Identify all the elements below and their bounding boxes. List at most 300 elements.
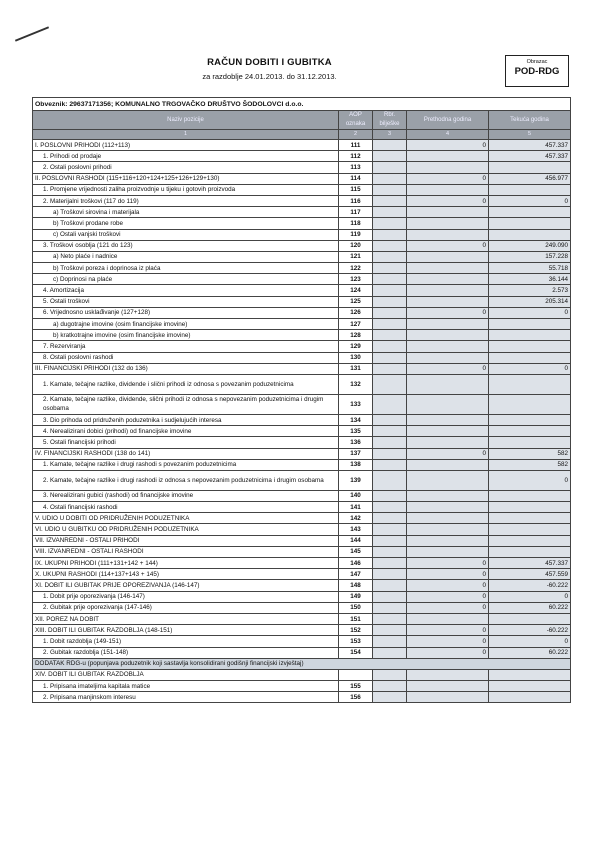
table-row <box>33 636 571 647</box>
row-rbr <box>373 580 407 591</box>
row-aop: 152 <box>339 625 373 636</box>
row-name: 2. Pripisana manjinskom interesu <box>33 692 339 703</box>
row-aop: 150 <box>339 602 373 613</box>
row-prev <box>407 470 489 490</box>
table-row <box>33 569 571 580</box>
row-aop: 124 <box>339 285 373 296</box>
row-prev: 0 <box>407 636 489 647</box>
row-rbr <box>373 636 407 647</box>
document-title: RAČUN DOBITI I GUBITKA <box>207 57 332 68</box>
row-name: 1. Pripisana imateljima kapitala matice <box>33 681 339 692</box>
row-prev: 0 <box>407 173 489 184</box>
row-aop: 140 <box>339 490 373 501</box>
row-aop: 143 <box>339 524 373 535</box>
row-curr <box>489 437 571 448</box>
row-aop: 156 <box>339 692 373 703</box>
row-aop: 148 <box>339 580 373 591</box>
row-curr <box>489 330 571 341</box>
row-curr: 457.337 <box>489 558 571 569</box>
row-rbr <box>373 173 407 184</box>
table-row <box>33 307 571 318</box>
table-row <box>33 647 571 658</box>
table-row <box>33 513 571 524</box>
row-aop: 120 <box>339 240 373 251</box>
row-rbr <box>373 229 407 240</box>
row-curr: 457.337 <box>489 140 571 151</box>
col-number-3: 3 <box>373 130 407 140</box>
row-rbr <box>373 184 407 195</box>
table-row <box>33 173 571 184</box>
table-row <box>33 263 571 274</box>
row-name: 2. Ostali poslovni prihodi <box>33 162 339 173</box>
row-curr: 582 <box>489 459 571 470</box>
row-curr <box>489 524 571 535</box>
row-name: 4. Amortizacija <box>33 285 339 296</box>
row-prev: 0 <box>407 580 489 591</box>
row-rbr <box>373 319 407 330</box>
row-curr <box>489 513 571 524</box>
row-prev <box>407 218 489 229</box>
row-curr <box>489 374 571 394</box>
table-row <box>33 229 571 240</box>
row-aop <box>339 669 373 680</box>
row-prev <box>407 535 489 546</box>
row-rbr <box>373 535 407 546</box>
row-rbr <box>373 426 407 437</box>
row-curr: -60.222 <box>489 625 571 636</box>
row-name: VII. IZVANREDNI - OSTALI PRIHODI <box>33 535 339 546</box>
row-prev <box>407 681 489 692</box>
row-name: XI. DOBIT ILI GUBITAK PRIJE OPOREZIVANJA (146-147) <box>33 580 339 591</box>
row-aop: 141 <box>339 502 373 513</box>
row-curr: 0 <box>489 470 571 490</box>
row-prev <box>407 524 489 535</box>
row-prev <box>407 459 489 470</box>
row-curr <box>489 669 571 680</box>
row-prev <box>407 151 489 162</box>
row-prev <box>407 229 489 240</box>
row-rbr <box>373 448 407 459</box>
row-curr: -60.222 <box>489 580 571 591</box>
row-rbr <box>373 669 407 680</box>
row-aop: 128 <box>339 330 373 341</box>
table-row <box>33 207 571 218</box>
row-name: 3. Troškovi osoblja (121 do 123) <box>33 240 339 251</box>
table-row <box>33 374 571 394</box>
row-curr <box>489 184 571 195</box>
row-curr <box>489 502 571 513</box>
row-name: 2. Materijalni troškovi (117 do 119) <box>33 195 339 206</box>
table-row <box>33 195 571 206</box>
table-row <box>33 251 571 262</box>
row-rbr <box>373 524 407 535</box>
row-name: 1. Dobit razdoblja (149-151) <box>33 636 339 647</box>
row-rbr <box>373 681 407 692</box>
row-curr <box>489 319 571 330</box>
row-name: XIII. DOBIT ILI GUBITAK RAZDOBLJA (148-151) <box>33 625 339 636</box>
row-rbr <box>373 625 407 636</box>
row-rbr <box>373 502 407 513</box>
row-rbr <box>373 602 407 613</box>
row-name: 8. Ostali poslovni rashodi <box>33 352 339 363</box>
table-row <box>33 692 571 703</box>
table-row <box>33 140 571 151</box>
row-aop: 142 <box>339 513 373 524</box>
row-prev <box>407 394 489 414</box>
row-curr: 0 <box>489 307 571 318</box>
row-curr: 205.314 <box>489 296 571 307</box>
row-curr <box>489 207 571 218</box>
row-rbr <box>373 285 407 296</box>
row-name: X. UKUPNI RASHODI (114+137+143 + 145) <box>33 569 339 580</box>
row-prev <box>407 274 489 285</box>
table-row <box>33 218 571 229</box>
table-row <box>33 524 571 535</box>
row-curr: 36.144 <box>489 274 571 285</box>
row-curr: 457.337 <box>489 151 571 162</box>
row-name: VIII. IZVANREDNI - OSTALI RASHODI <box>33 546 339 557</box>
table-row <box>33 535 571 546</box>
row-rbr <box>373 207 407 218</box>
row-curr <box>489 613 571 624</box>
row-prev <box>407 207 489 218</box>
row-aop: 133 <box>339 394 373 414</box>
row-curr <box>489 394 571 414</box>
row-rbr <box>373 437 407 448</box>
table-row <box>33 448 571 459</box>
row-prev <box>407 490 489 501</box>
row-rbr <box>373 195 407 206</box>
row-name: 5. Ostali financijski prihodi <box>33 437 339 448</box>
row-name: b) Troškovi poreza i doprinosa iz plaća <box>33 263 339 274</box>
col-prev-header: Prethodna godina <box>407 111 489 130</box>
table-row <box>33 341 571 352</box>
row-curr: 55.718 <box>489 263 571 274</box>
row-prev: 0 <box>407 195 489 206</box>
table-row <box>33 285 571 296</box>
row-aop: 136 <box>339 437 373 448</box>
row-aop: 139 <box>339 470 373 490</box>
row-prev <box>407 669 489 680</box>
row-curr <box>489 546 571 557</box>
row-curr <box>489 352 571 363</box>
row-aop: 118 <box>339 218 373 229</box>
row-aop: 131 <box>339 363 373 374</box>
taxpayer-line: Obveznik: 29637171356; KOMUNALNO TRGOVAČKO DRUŠTVO ŠODOLOVCI d.o.o. <box>33 98 571 111</box>
table-row <box>33 669 571 680</box>
row-name: 1. Dobit prije oporezivanja (146-147) <box>33 591 339 602</box>
row-name: 3. Nerealizirani gubici (rashodi) od financijske imovine <box>33 490 339 501</box>
row-rbr <box>373 647 407 658</box>
row-aop: 121 <box>339 251 373 262</box>
table-row <box>33 558 571 569</box>
row-aop: 137 <box>339 448 373 459</box>
row-rbr <box>373 692 407 703</box>
income-statement-table <box>32 97 571 703</box>
row-rbr <box>373 490 407 501</box>
row-prev <box>407 426 489 437</box>
row-name: 5. Ostali troškovi <box>33 296 339 307</box>
table-row <box>33 426 571 437</box>
row-aop: 147 <box>339 569 373 580</box>
row-curr <box>489 490 571 501</box>
row-rbr <box>373 513 407 524</box>
row-rbr <box>373 352 407 363</box>
row-rbr <box>373 240 407 251</box>
row-prev <box>407 162 489 173</box>
row-rbr <box>373 374 407 394</box>
row-prev: 0 <box>407 569 489 580</box>
row-aop: 149 <box>339 591 373 602</box>
row-prev: 0 <box>407 363 489 374</box>
row-name: a) dugotrajne imovine (osim financijske imovine) <box>33 319 339 330</box>
row-rbr <box>373 341 407 352</box>
table-row <box>33 352 571 363</box>
row-rbr <box>373 591 407 602</box>
row-aop: 125 <box>339 296 373 307</box>
row-curr <box>489 162 571 173</box>
row-prev: 0 <box>407 625 489 636</box>
row-prev: 0 <box>407 140 489 151</box>
row-aop: 155 <box>339 681 373 692</box>
col-rbr-header: Rbr. bilješke <box>373 111 407 130</box>
row-curr: 0 <box>489 195 571 206</box>
row-curr: 60.222 <box>489 602 571 613</box>
row-name: c) Ostali vanjski troškovi <box>33 229 339 240</box>
row-curr <box>489 535 571 546</box>
row-prev <box>407 613 489 624</box>
row-rbr <box>373 296 407 307</box>
row-rbr <box>373 394 407 414</box>
table-row <box>33 459 571 470</box>
row-aop: 123 <box>339 274 373 285</box>
row-rbr <box>373 613 407 624</box>
row-prev: 0 <box>407 558 489 569</box>
row-prev <box>407 352 489 363</box>
row-aop: 129 <box>339 341 373 352</box>
row-aop: 112 <box>339 151 373 162</box>
row-name: 4. Nerealizirani dobici (prihodi) od financijske imovine <box>33 426 339 437</box>
row-aop: 154 <box>339 647 373 658</box>
row-rbr <box>373 151 407 162</box>
row-name: 1. Kamate, tečajne razlike, dividende i slični prihodi iz odnosa s povezanim poduzetnicima <box>33 374 339 394</box>
row-name: 2. Kamate, tečajne razlike i drugi rashodi iz odnosa s nepovezanim poduzetnicima i drugim osobama <box>33 470 339 490</box>
row-aop: 116 <box>339 195 373 206</box>
table-row <box>33 184 571 195</box>
row-rbr <box>373 414 407 425</box>
row-name: b) Troškovi prodane robe <box>33 218 339 229</box>
row-prev: 0 <box>407 647 489 658</box>
row-prev <box>407 319 489 330</box>
row-aop: 126 <box>339 307 373 318</box>
row-prev: 0 <box>407 602 489 613</box>
table-row <box>33 437 571 448</box>
row-rbr <box>373 470 407 490</box>
row-name: 4. Ostali financijski rashodi <box>33 502 339 513</box>
row-name: 1. Kamate, tečajne razlike i drugi rashodi s povezanim poduzetnicima <box>33 459 339 470</box>
col-number-1: 1 <box>33 130 339 140</box>
row-aop: 115 <box>339 184 373 195</box>
row-name: II. POSLOVNI RASHODI (115+116+120+124+125+126+129+130) <box>33 173 339 184</box>
row-curr: 0 <box>489 363 571 374</box>
row-curr <box>489 426 571 437</box>
row-name: XIV. DOBIT ILI GUBITAK RAZDOBLJA <box>33 669 339 680</box>
row-name: a) Troškovi sirovina i materijala <box>33 207 339 218</box>
row-curr <box>489 341 571 352</box>
table-row <box>33 502 571 513</box>
row-curr: 457.559 <box>489 569 571 580</box>
row-curr: 0 <box>489 636 571 647</box>
scan-mark <box>15 26 49 41</box>
row-rbr <box>373 330 407 341</box>
addendum-text: DODATAK RDG-u (popunjava poduzetnik koji sastavlja konsolidirani godišnji financijski izvještaj) <box>33 658 571 669</box>
col-number-2: 2 <box>339 130 373 140</box>
table-row <box>33 613 571 624</box>
table-row <box>33 681 571 692</box>
row-prev <box>407 330 489 341</box>
row-rbr <box>373 162 407 173</box>
form-code-box <box>505 55 569 87</box>
row-rbr <box>373 274 407 285</box>
table-row <box>33 274 571 285</box>
row-curr: 582 <box>489 448 571 459</box>
col-number-5: 5 <box>489 130 571 140</box>
row-aop: 119 <box>339 229 373 240</box>
row-name: 1. Prihodi od prodaje <box>33 151 339 162</box>
row-rbr <box>373 363 407 374</box>
row-rbr <box>373 263 407 274</box>
table-row <box>33 490 571 501</box>
row-name: a) Neto plaće i nadnice <box>33 251 339 262</box>
row-aop: 146 <box>339 558 373 569</box>
table-row <box>33 394 571 414</box>
row-curr: 456.977 <box>489 173 571 184</box>
row-name: I. POSLOVNI PRIHODI (112+113) <box>33 140 339 151</box>
table-row <box>33 240 571 251</box>
row-rbr <box>373 140 407 151</box>
row-aop: 127 <box>339 319 373 330</box>
table-body <box>33 140 571 703</box>
row-aop: 135 <box>339 426 373 437</box>
row-name: 6. Vrijednosno usklađivanje (127+128) <box>33 307 339 318</box>
row-aop: 111 <box>339 140 373 151</box>
row-prev <box>407 341 489 352</box>
row-name: 3. Dio prihoda od pridruženih poduzetnika i sudjelujućih interesa <box>33 414 339 425</box>
table-row <box>33 162 571 173</box>
row-name: V. UDIO U DOBITI OD PRIDRUŽENIH PODUZETNIKA <box>33 513 339 524</box>
row-curr: 2.573 <box>489 285 571 296</box>
row-prev <box>407 437 489 448</box>
table-row <box>33 296 571 307</box>
row-name: 2. Gubitak prije oporezivanja (147-146) <box>33 602 339 613</box>
row-aop: 144 <box>339 535 373 546</box>
row-aop: 132 <box>339 374 373 394</box>
row-name: b) kratkotrajne imovine (osim financijske imovine) <box>33 330 339 341</box>
row-name: VI. UDIO U GUBITKU OD PRIDRUŽENIH PODUZETNIKA <box>33 524 339 535</box>
row-prev <box>407 546 489 557</box>
row-prev <box>407 263 489 274</box>
col-name-header: Naziv pozicije <box>33 111 339 130</box>
row-prev <box>407 251 489 262</box>
col-curr-header: Tekuća godina <box>489 111 571 130</box>
row-rbr <box>373 558 407 569</box>
row-rbr <box>373 307 407 318</box>
row-name: c) Doprinosi na plaće <box>33 274 339 285</box>
row-prev <box>407 513 489 524</box>
row-curr <box>489 692 571 703</box>
row-prev: 0 <box>407 307 489 318</box>
table-row <box>33 625 571 636</box>
table-row <box>33 470 571 490</box>
row-name: 1. Promjene vrijednosti zaliha proizvodnje u tijeku i gotovih proizvoda <box>33 184 339 195</box>
row-aop: 114 <box>339 173 373 184</box>
row-rbr <box>373 218 407 229</box>
row-prev: 0 <box>407 448 489 459</box>
row-curr <box>489 229 571 240</box>
table-row <box>33 363 571 374</box>
row-aop: 122 <box>339 263 373 274</box>
row-rbr <box>373 251 407 262</box>
row-aop: 153 <box>339 636 373 647</box>
table-row <box>33 330 571 341</box>
addendum-row <box>33 658 571 669</box>
row-curr <box>489 681 571 692</box>
table-row <box>33 414 571 425</box>
row-aop: 113 <box>339 162 373 173</box>
row-name: III. FINANCIJSKI PRIHODI (132 do 136) <box>33 363 339 374</box>
row-curr: 60.222 <box>489 647 571 658</box>
row-aop: 130 <box>339 352 373 363</box>
row-rbr <box>373 459 407 470</box>
row-aop: 145 <box>339 546 373 557</box>
row-name: 7. Rezerviranja <box>33 341 339 352</box>
row-name: 2. Gubitak razdoblja (151-148) <box>33 647 339 658</box>
row-prev <box>407 414 489 425</box>
row-aop: 138 <box>339 459 373 470</box>
row-aop: 134 <box>339 414 373 425</box>
table-row <box>33 591 571 602</box>
table-row <box>33 319 571 330</box>
row-rbr <box>373 569 407 580</box>
row-prev <box>407 502 489 513</box>
row-prev <box>407 285 489 296</box>
table-row <box>33 151 571 162</box>
table-row <box>33 546 571 557</box>
form-label: Obrazac <box>526 59 548 65</box>
form-code: POD-RDG <box>514 66 560 77</box>
col-number-4: 4 <box>407 130 489 140</box>
row-prev <box>407 374 489 394</box>
row-prev <box>407 296 489 307</box>
row-name: IV. FINANCIJSKI RASHODI (138 do 141) <box>33 448 339 459</box>
col-aop-header: AOP oznaka <box>339 111 373 130</box>
row-curr: 157.228 <box>489 251 571 262</box>
row-name: IX. UKUPNI PRIHODI (111+131+142 + 144) <box>33 558 339 569</box>
document-period: za razdoblje 24.01.2013. do 31.12.2013. <box>202 72 337 81</box>
row-curr <box>489 218 571 229</box>
row-curr <box>489 414 571 425</box>
table-row <box>33 580 571 591</box>
row-curr: 249.090 <box>489 240 571 251</box>
row-prev: 0 <box>407 591 489 602</box>
row-prev <box>407 184 489 195</box>
row-aop: 117 <box>339 207 373 218</box>
row-name: XII. POREZ NA DOBIT <box>33 613 339 624</box>
row-prev <box>407 692 489 703</box>
row-curr: 0 <box>489 591 571 602</box>
row-name: 2. Kamate, tečajne razlike, dividende, slični prihodi iz odnosa s nepovezanim poduzetnicima i drugim osobama <box>33 394 339 414</box>
row-aop: 151 <box>339 613 373 624</box>
